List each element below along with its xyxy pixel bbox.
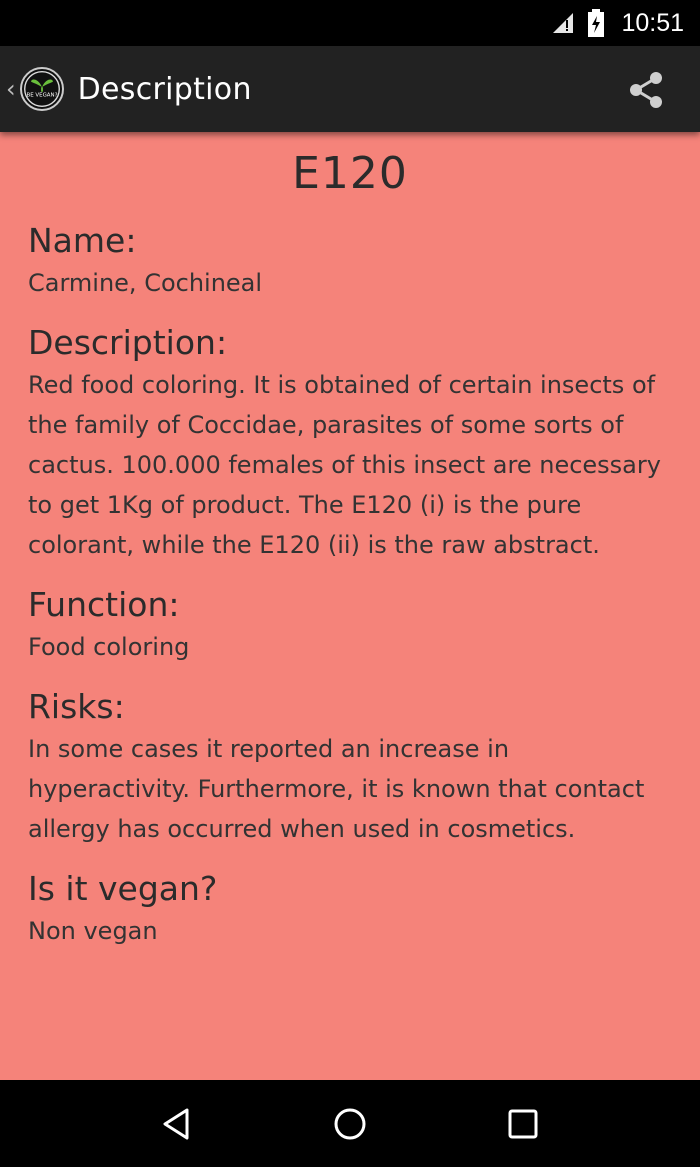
section-function [28,583,672,667]
section-label: Description: [28,323,228,362]
share-button[interactable] [624,68,668,112]
app-bar [0,46,700,132]
section-label: Function: [28,585,180,624]
section-name [28,219,672,303]
nav-home-button[interactable] [320,1094,380,1154]
app-logo [20,67,64,111]
nav-back-button[interactable] [147,1094,207,1154]
page-title: Description [77,71,252,107]
recents-square-icon [503,1104,543,1144]
battery-icon [587,9,605,37]
description-content [0,132,700,1080]
nav-recents-button[interactable] [493,1094,553,1154]
share-icon [624,68,668,112]
section-value: Carmine, Cochineal [28,269,263,297]
up-button[interactable] [0,46,78,132]
status-time: 10:51 [621,8,684,37]
section-value: In some cases it reported an increase in hyperactivity. Furthermore, it is known that contact allergy has occurred when used in cosmetics. [28,735,645,843]
section-label: Risks: [28,687,125,726]
section-vegan [28,867,672,951]
section-value: Red food coloring. It is obtained of certain insects of the family of Coccidae, parasites of some sorts of cactus. 100.000 females of this insect are necessary to get 1Kg of product. The E120 (i) is the pure colorant, while the E120 (ii) is the raw abstract. [28,371,661,559]
svg-text:BE VEGAN?: BE VEGAN? [26,92,58,99]
section-description [28,321,672,565]
home-circle-icon [330,1104,370,1144]
status-bar [0,0,700,46]
section-value: Non vegan [28,917,158,945]
back-triangle-icon [157,1104,197,1144]
section-value: Food coloring [28,633,190,661]
section-label: Name: [28,221,137,260]
system-nav-bar [0,1080,700,1167]
signal-icon [551,11,575,35]
additive-code: E120 [292,148,408,199]
sprout-icon [22,67,62,111]
section-risks [28,685,672,849]
section-label: Is it vegan? [28,869,218,908]
chevron-left-icon: ‹ [6,75,16,103]
